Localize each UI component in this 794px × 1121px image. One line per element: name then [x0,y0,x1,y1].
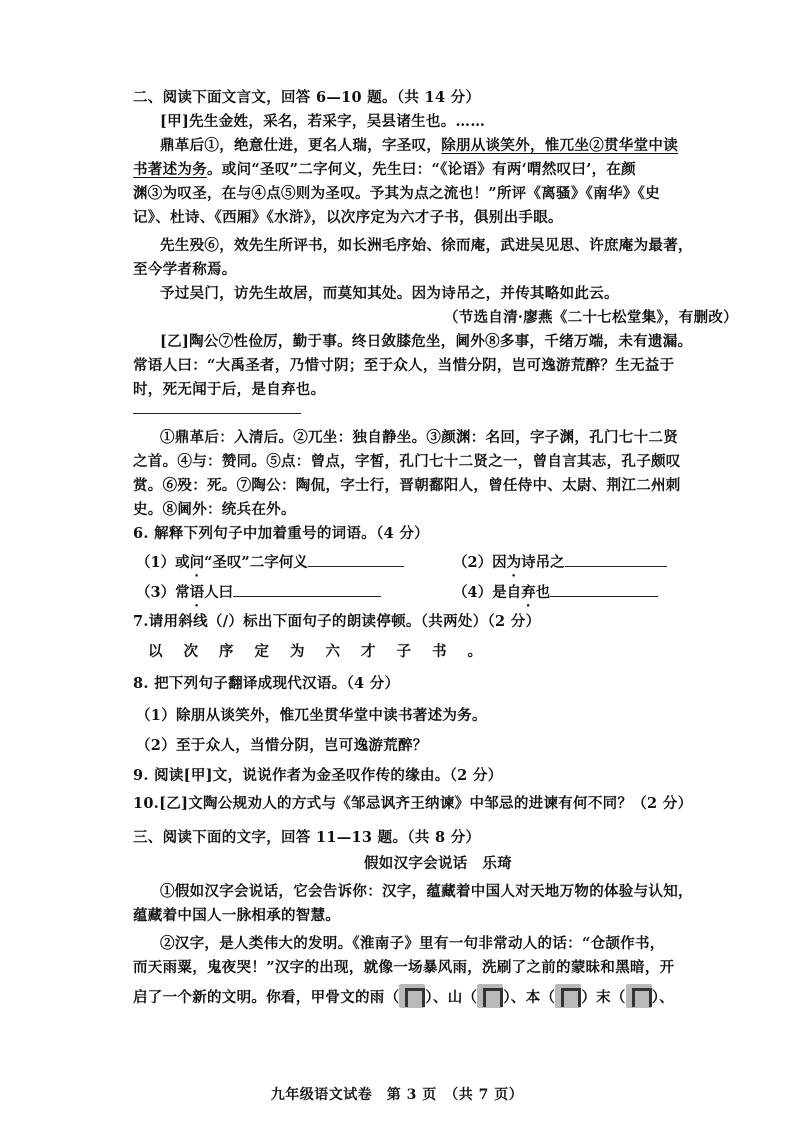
footnote-line-1: ①鼎革后：入清后。②兀坐：独自静坐。③颜渊：名回，字子渊，孔门七十二贤 [160,429,678,446]
underlined-sentence-cont: 书著述为务 [133,161,207,178]
jia-paragraph-3-line-2: 至今学者称焉。 [133,261,237,278]
footnote-divider [133,413,301,414]
q6-item-3 [136,582,381,610]
jia-paragraph-2-line-4: 记》、杜诗、《西厢》《水浒》，以次序定为六才子书，俱别出手眼。 [133,209,563,226]
q6-item-text: （3）常 [136,584,190,601]
q6-item-text: （1）或 [136,554,190,571]
q6-item-text: 人曰 [204,584,234,601]
answer-blank-3[interactable] [233,582,381,597]
jia-source: （节选自清·廖燕《二十七松堂集》，有删改） [443,309,738,326]
jia-paragraph-2-line-1 [160,136,743,156]
q6-item-2 [453,552,667,580]
article-title: 假如汉字会说话 乐琦 [364,855,512,872]
question-10: 10.[乙]文陶公规劝人的方式与《邹忌讽齐王纳谏》中邹忌的进谏有何不同？（2 分） [133,795,693,812]
q6-item-text: （2）因 [453,554,507,571]
section3-heading: 三、阅读下面的文字，回答 11—13 题。（共 8 分） [133,829,481,846]
oracle-bone-ben-image [555,984,581,1008]
article-paragraph-2-line-1: ②汉字，是人类伟大的发明。《淮南子》里有一句非常动人的话：“仓颉作书， [160,935,665,952]
yi-paragraph-line-3: 时，死无闻于后，是自弃也。 [133,381,326,398]
article-paragraph-2-line-2: 而天雨粟，鬼夜哭！”汉字的出现，就像一场暴风雨，洗刷了之前的蒙昧和黑暗，开 [133,959,675,976]
article-paragraph-2-line-3 [133,984,743,1008]
q6-item-text: 诗吊之 [521,554,565,571]
answer-blank-2[interactable] [565,552,667,567]
article-paragraph-1-line-2: 蕴藏着中国人一脉相承的智慧。 [133,907,341,924]
article-text: 启了一个新的文明。你看，甲骨文的雨（ [133,989,400,1006]
q6-item-1 [136,552,404,580]
q7-sentence[interactable]: 以次序定为六才子书。 [148,643,503,660]
question-7-title: 7.请用斜线（/）标出下面句子的朗读停顿。（共两处）（2 分） [133,613,541,630]
q6-item-text: “圣叹”二字何义 [204,554,308,571]
oracle-bone-mountain-image [477,984,503,1008]
article-text: ）、 [651,989,675,1006]
oracle-bone-rain-image [399,984,425,1008]
q6-item-text: （4）是自 [453,584,522,601]
jia-paragraph-2-line-3: 渊③为叹圣，在与④点⑤则为圣叹。予其为点之流也！”所评《离骚》《南华》《史 [133,185,660,202]
footnote-line-3: 赏。⑥殁：死。⑦陶公：陶侃，字士行，晋朝鄱阳人，曾任侍中、太尉、荆江二州刺 [133,477,681,494]
q6-item-4 [453,582,658,610]
article-text: ）、山（ [425,989,478,1006]
emphasized-word: 语 [189,584,205,601]
article-text: ）末（ [581,989,626,1006]
jia-text: 鼎革后①，绝意仕进，更名人瑞，字圣叹， [160,137,442,154]
answer-blank-1[interactable] [308,552,404,567]
question-8-title: 8. 把下列句子翻译成现代汉语。（4 分） [133,675,400,692]
yi-paragraph-line-1: [乙]陶公⑦性俭厉，勤于事。终日敛膝危坐，阃外⑧多事，千绪万端，未有遗漏。 [160,333,693,350]
jia-paragraph-1: [甲]先生金姓，采名，若采字，吴县诸生也。…… [160,113,486,130]
q8-sentence-2: （2）至于众人，当惜分阴，岂可逸游荒醉？ [136,737,428,754]
underlined-sentence: 除朋从谈笑外，惟兀坐②贯华堂中读 [441,137,679,154]
answer-blank-4[interactable] [550,582,658,597]
jia-paragraph-3-line-1: 先生殁⑥，效先生所评书，如长洲毛序始、徐而庵，武进吴见思、许庶庵为最著， [160,237,693,254]
jia-paragraph-2-line-2 [133,160,743,180]
footnote-line-4: 史。⑧阃外：统兵在外。 [133,501,296,518]
emphasized-word: 弃 [521,584,536,601]
question-6-title: 6. 解释下列句子中加着重号的词语。（4 分） [133,525,429,542]
footnote-line-2: 之首。④与：赞同。⑤点：曾点，字皙，孔门七十二贤之一，曾自言其志，孔子颇叹 [133,453,681,470]
article-text: ）、本（ [503,989,556,1006]
jia-paragraph-4: 予过吴门，访先生故居，而莫知其处。因为诗吊之，并传其略如此云。 [160,285,619,302]
article-paragraph-1-line-1: ①假如汉字会说话，它会告诉你：汉字，蕴藏着中国人对天地万物的体验与认知， [160,883,693,900]
page-footer: 九年级语文试卷 第 3 页 （共 7 页） [270,1087,524,1103]
question-9: 9. 阅读[甲]文，说说作者为金圣叹作传的缘由。（2 分） [133,767,503,784]
q6-item-text: 也 [535,584,551,601]
emphasized-word: 问 [189,554,205,571]
section2-heading: 二、阅读下面文言文，回答 6—10 题。（共 14 分） [133,89,481,106]
jia-text: 。或问“圣叹”二字何义，先生曰：“《论语》有两‘喟然叹曰’，在颜 [207,161,636,178]
oracle-bone-mo-image [626,984,652,1008]
q8-sentence-1: （1）除朋从谈笑外，惟兀坐贯华堂中读书著述为务。 [136,707,487,724]
yi-paragraph-line-2: 常语人曰：“大禹圣者，乃惜寸阴；至于众人，当惜分阴，岂可逸游荒醉？生无益于 [133,357,675,374]
emphasized-word: 为 [506,554,522,571]
